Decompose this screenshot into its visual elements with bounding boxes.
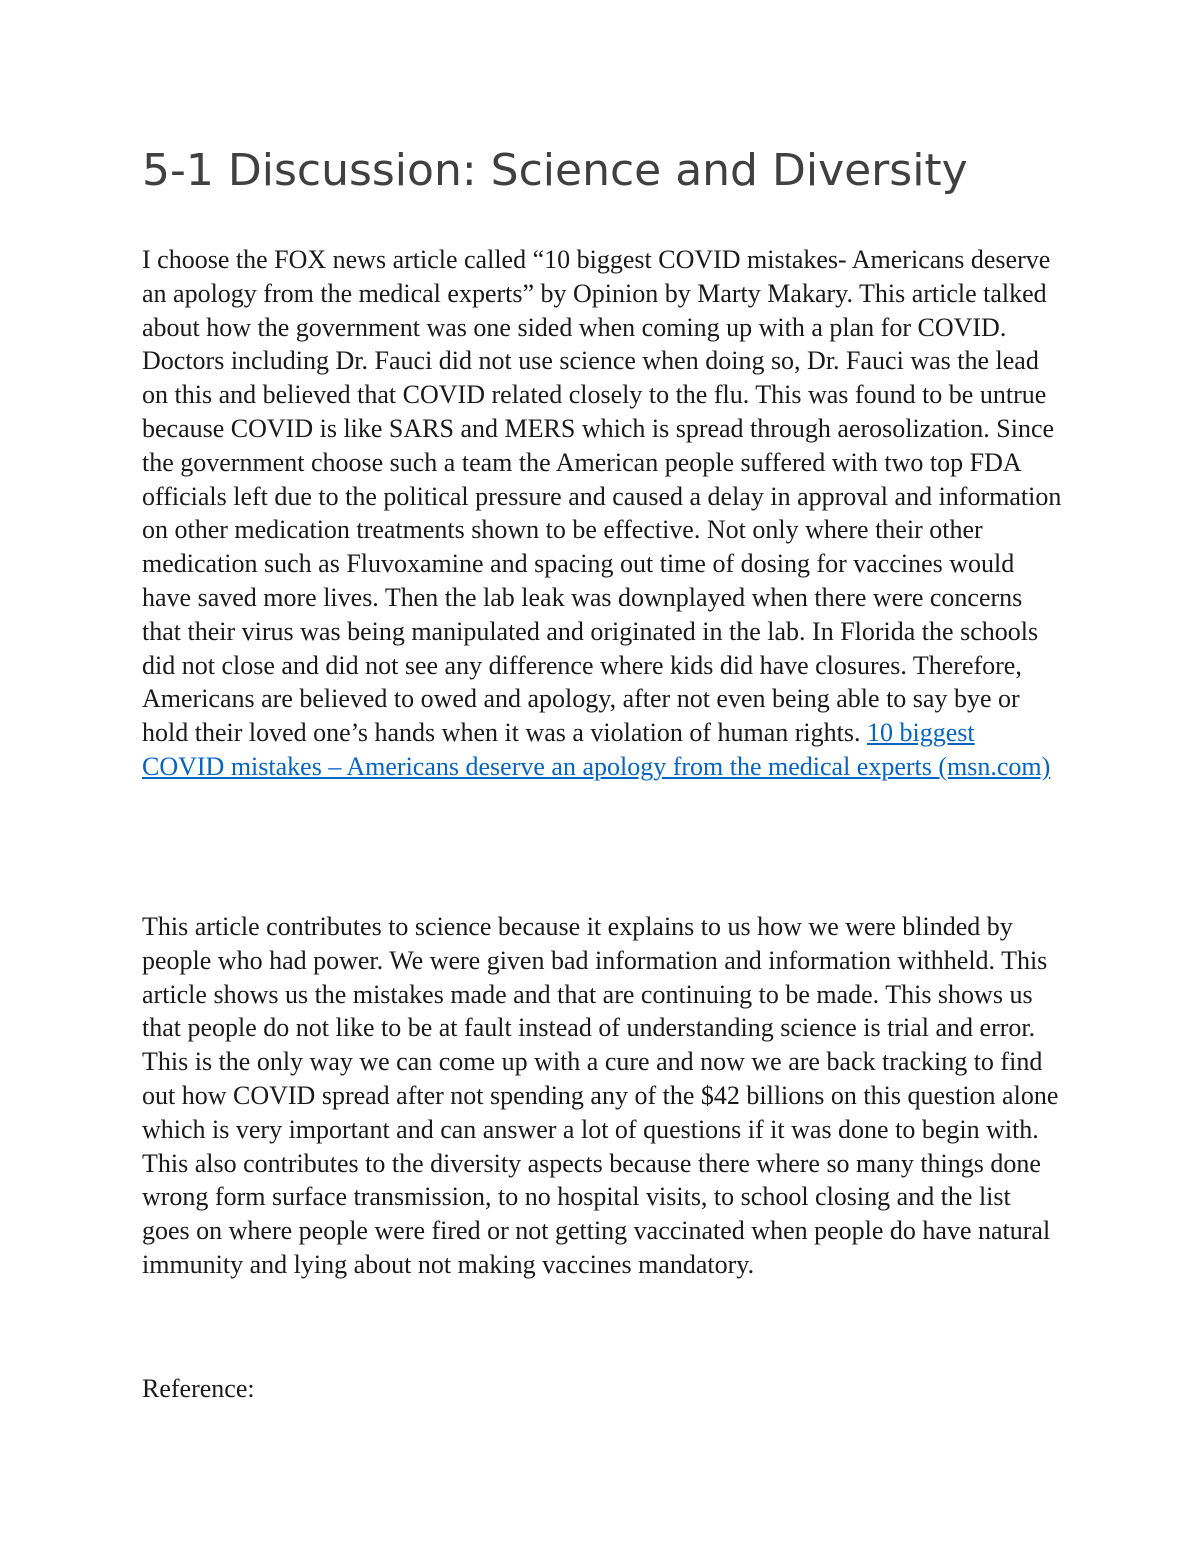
reference-label: Reference: (142, 1374, 255, 1403)
article-link[interactable]: 10 biggest COVID mistakes – Americans deserve an apology from the medical experts (msn.com) (142, 718, 1051, 781)
document-title: 5-1 Discussion: Science and Diversity (142, 145, 968, 196)
paragraph-article-summary-text: I choose the FOX news article called “10 biggest COVID mistakes- Americans deserve an apology from the medical experts” by Opinion by Marty Makary. This article talked about how the government was one sided when coming up with a plan for COVID. Doctors including Dr. Fauci did not use science when doing so, Dr. Fauci was the lead on this and believed that COVID related closely to the flu. This was found to be untrue because COVID is like SARS and MERS which is spread through aerosolization. Since the government choose such a team the American people suffered with two top FDA officials left due to the political pressure and caused a delay in approval and information on other medication treatments shown to be effective. Not only where their other medication such as Fluvoxamine and spacing out time of dosing for vaccines would have saved more lives. Then the lab leak was downplayed when there were concerns that their virus was being manipulated and originated in the lab. In Florida the schools did not close and did not see any difference where kids did have closures. Therefore, Americans are believed to owed and apology, after not even being able to say bye or hold their loved one’s hands when it was a violation of human rights. (142, 245, 1062, 748)
paragraph-contribution: This article contributes to science because it explains to us how we were blinded by people who had power. We were given bad information and information withheld. This article shows us the mistakes made and that are continuing to be made. This shows us that people do not like to be at fault instead of understanding science is trial and error. This is the only way we can come up with a cure and now we are back tracking to find out how COVID spread after not spending any of the $42 billions on this question alone which is very important and can answer a lot of questions if it was done to begin with. This also contributes to the diversity aspects because there where so many things done wrong form surface transmission, to no hospital visits, to school closing and the list goes on where people were fired or not getting vaccinated when people do have natural immunity and lying about not making vaccines mandatory. (142, 912, 1059, 1279)
paragraph-article-summary (142, 243, 1062, 784)
